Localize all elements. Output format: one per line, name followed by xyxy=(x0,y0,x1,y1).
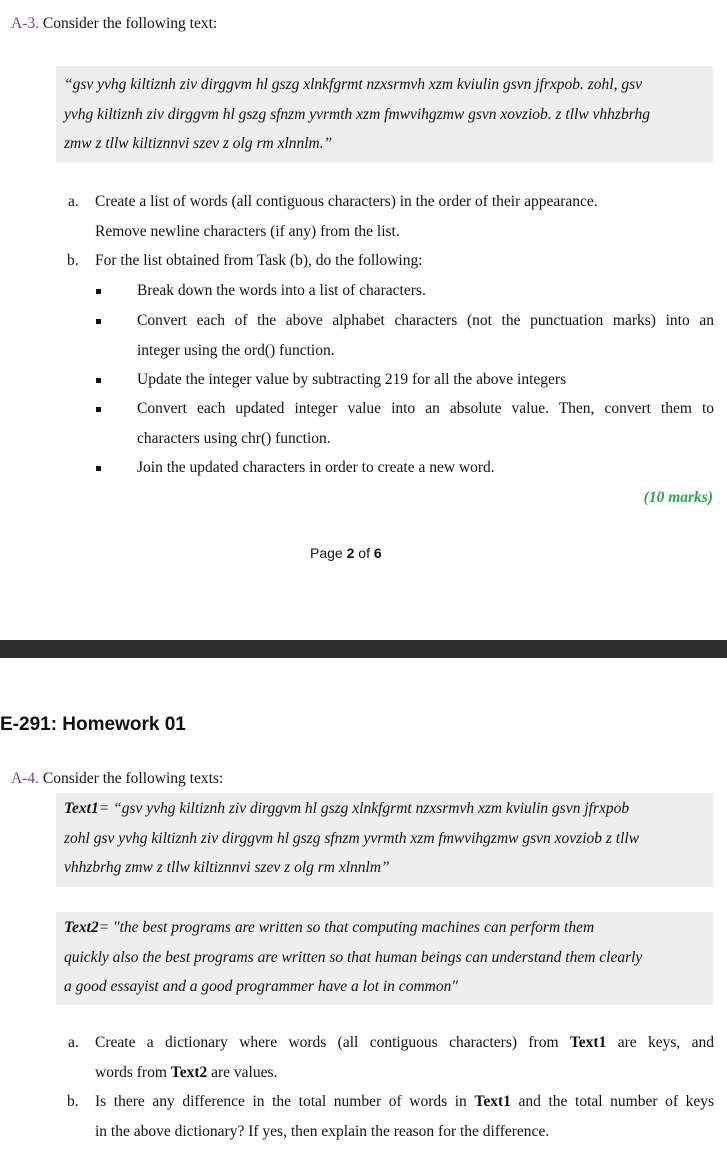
a3-bullet-5-line-1: Join the updated characters in order to create a new word. xyxy=(137,459,495,476)
a3-quote-line-1: “gsv yvhg kiltiznh ziv dirggvm hl gszg xlnkfgrmt nzxsrmvh xzm kviulin gsvn jfrxpob. zohl, gsv xyxy=(64,76,643,93)
a3-task-b-label: b. xyxy=(67,252,79,269)
a4-text1-label: Text1 xyxy=(64,800,99,817)
a4-intro: Consider the following texts: xyxy=(42,770,224,787)
a4-heading xyxy=(11,764,223,794)
a4-text2-block xyxy=(56,912,713,1005)
document-header: E-291: Homework 01 xyxy=(0,714,186,735)
a3-bullet-3 xyxy=(137,365,714,395)
a4-task-b-part-3: in the above dictionary? If yes, then explain the reason for the difference. xyxy=(95,1122,550,1140)
a3-bullet-4-line-2: characters using chr() function. xyxy=(137,429,331,447)
a4-task-a xyxy=(95,1028,714,1087)
page-total: 6 xyxy=(373,545,382,561)
a3-quote-line-3: zmw z tllw kiltiznnvi szev z olg rm xlnnlm.” xyxy=(64,135,333,152)
a3-task-a-line-2: Remove newline characters (if any) from the list. xyxy=(95,222,400,240)
a4-task-b-label: b. xyxy=(67,1093,79,1110)
bullet-icon xyxy=(96,378,101,383)
a3-quote-line-2: yvhg kiltiznh ziv dirggvm hl gszg sfnzm yvrmth xzm fmwvihgzmw gsvn xovziob. z tllw vhhzbrhg xyxy=(64,105,650,123)
a3-heading xyxy=(11,9,217,39)
a4-task-b-part-2: and the total number of keys xyxy=(518,1093,715,1110)
a4-task-b-part-1: Is there any difference in the total number of words in xyxy=(95,1093,467,1110)
a3-bullet-1-line-1: Break down the words into a list of characters. xyxy=(137,282,426,299)
a4-text2-line-1: = "the best programs are written so that computing machines can perform them xyxy=(98,919,595,936)
a4-text2-line-3: a good essayist and a good programmer have a lot in common" xyxy=(64,978,458,995)
a3-bullet-4 xyxy=(137,394,714,453)
page-footer xyxy=(310,545,382,561)
a4-task-a-text2: Text2 xyxy=(170,1063,208,1081)
page-number: 2 xyxy=(346,545,355,561)
a4-task-a-part-3: words from xyxy=(95,1063,167,1081)
of-word: of xyxy=(358,545,370,561)
a4-task-b xyxy=(95,1087,714,1146)
page-separator xyxy=(0,640,727,658)
a3-marks: (10 marks) xyxy=(643,489,713,506)
a4-task-a-text1: Text1 xyxy=(569,1034,607,1051)
bullet-icon xyxy=(96,466,101,471)
a4-task-a-part-2: are keys, and xyxy=(617,1034,715,1051)
a3-task-a-line-1: Create a list of words (all contiguous characters) in the order of their appearance. xyxy=(95,193,598,210)
a3-bullet-3-line-1: Update the integer value by subtracting 219 for all the above integers xyxy=(137,371,567,388)
a3-cipher-quote xyxy=(56,66,713,162)
a3-task-a-label: a. xyxy=(68,193,79,210)
a4-task-a-part-1: Create a dictionary where words (all contiguous characters) from xyxy=(95,1034,559,1051)
a4-text1-line-3: vhhzbrhg zmw z tllw kiltiznnvi szev z olg rm xlnnlm” xyxy=(64,859,390,876)
a3-bullet-4-line-1: Convert each updated integer value into an absolute value. Then, convert them to xyxy=(137,400,714,417)
a3-intro: Consider the following text: xyxy=(42,15,218,32)
a4-text1-block xyxy=(56,793,713,887)
page-word: Page xyxy=(310,545,343,561)
a3-bullet-1 xyxy=(137,276,714,306)
a4-text1-line-1: = “gsv yvhg kiltiznh ziv dirggvm hl gszg xlnkfgrmt nzxsrmvh xzm kviulin gsvn jfrxpob xyxy=(98,800,630,817)
a3-task-a xyxy=(95,187,715,246)
a3-bullet-2 xyxy=(137,306,714,365)
a4-text2-label: Text2 xyxy=(64,919,99,936)
a4-number: A-4. xyxy=(11,770,39,787)
bullet-icon xyxy=(96,319,101,324)
a3-bullet-2-line-1: Convert each of the above alphabet characters (not the punctuation marks) into an xyxy=(137,312,714,329)
a4-text2-line-2: quickly also the best programs are written so that human beings can understand them clearly xyxy=(64,948,643,966)
a4-text1-line-2: zohl gsv yvhg kiltiznh ziv dirggvm hl gszg sfnzm yvrmth xzm fmwvihgzmw gsvn xovziob z tllw xyxy=(64,829,640,847)
a3-number: A-3. xyxy=(11,15,39,32)
a3-task-b: For the list obtained from Task (b), do the following: xyxy=(95,252,423,269)
a4-task-b-text1: Text1 xyxy=(474,1093,511,1110)
a3-bullet-5 xyxy=(137,453,714,483)
a3-bullet-2-line-2: integer using the ord() function. xyxy=(137,341,335,359)
bullet-icon xyxy=(96,289,101,294)
a4-task-a-label: a. xyxy=(68,1034,79,1051)
bullet-icon xyxy=(96,407,101,412)
a4-task-a-part-4: are values. xyxy=(211,1063,278,1081)
